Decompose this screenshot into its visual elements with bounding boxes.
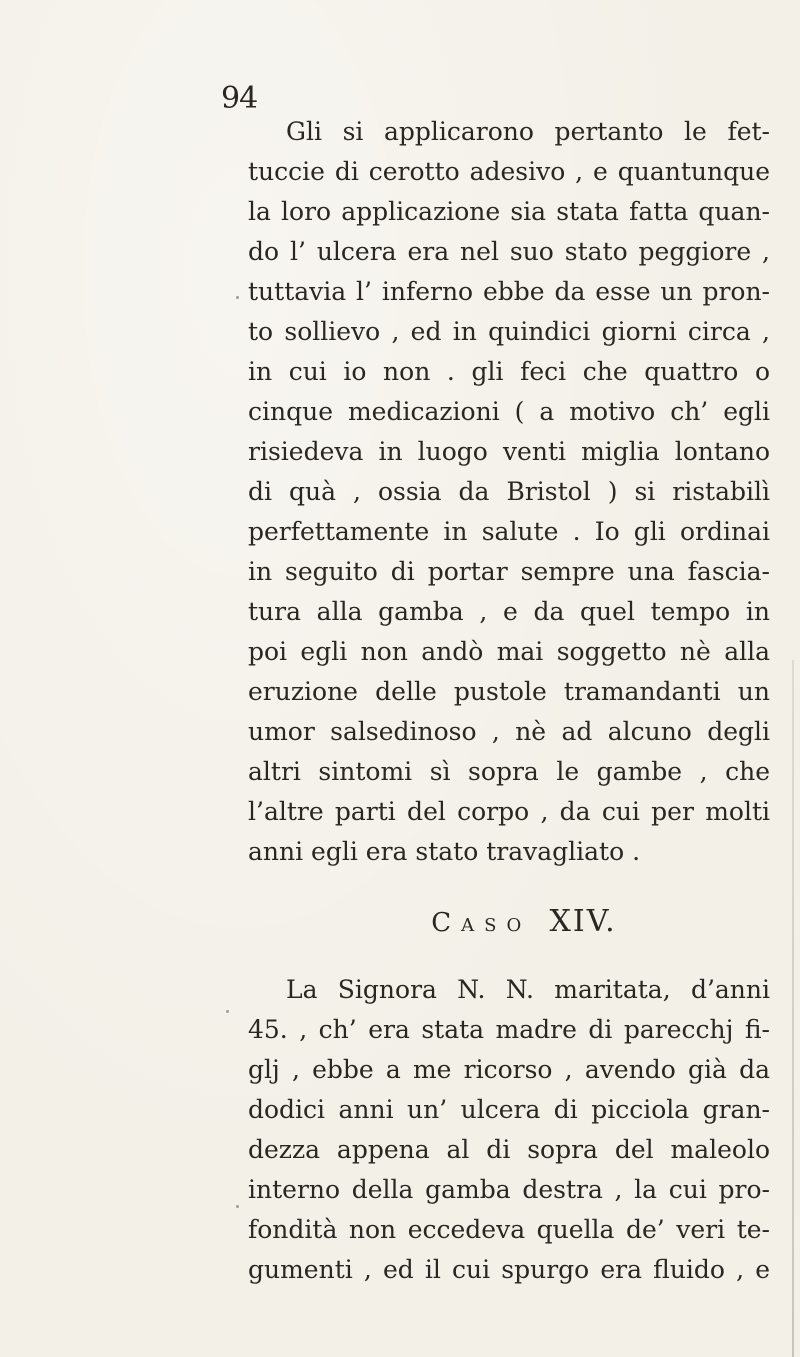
paragraph-2: [248, 970, 770, 1290]
text-line: anni egli era stato travagliato .: [248, 837, 641, 866]
heading-label: Caso: [431, 908, 532, 938]
text-line: to sollievo , ed in quindici giorni circa ,: [248, 317, 770, 346]
page-number: 94: [221, 81, 258, 116]
text-line: la loro applicazione sia stata fatta quan-: [248, 197, 770, 226]
text-line: umor salsedinoso , nè ad alcuno degli: [248, 717, 770, 746]
page-edge-shadow: [792, 660, 794, 1357]
text-line: fondità non eccedeva quella de’ veri te-: [248, 1215, 770, 1244]
text-line: di quà , ossia da Bristol ) si ristabilì: [248, 477, 770, 506]
text-line: perfettamente in salute . Io gli ordinai: [248, 517, 770, 546]
text-line: l’altre parti del corpo , da cui per molti: [248, 797, 770, 826]
text-line: gumenti , ed il cui spurgo era fluido , e: [248, 1255, 770, 1284]
text-block: [248, 112, 770, 1290]
ink-speck: [236, 1205, 239, 1208]
text-line: tuccie di cerotto adesivo , e quantunque: [248, 157, 770, 186]
text-line: La Signora N. N. maritata, d’anni: [286, 975, 770, 1004]
text-line: glj , ebbe a me ricorso , avendo già da: [248, 1055, 770, 1084]
text-line: altri sintomi sì sopra le gambe , che: [248, 757, 770, 786]
text-line: risiedeva in luogo venti miglia lontano: [248, 437, 770, 466]
text-line: in seguito di portar sempre una fascia-: [248, 557, 770, 586]
text-line: interno della gamba destra , la cui pro-: [248, 1175, 770, 1204]
text-line: 45. , ch’ era stata madre di parecchj fi-: [248, 1015, 770, 1044]
section-heading: [248, 892, 770, 952]
text-line: dezza appena al di sopra del maleolo: [248, 1135, 770, 1164]
ink-speck: [236, 296, 239, 299]
text-line: do l’ ulcera era nel suo stato peggiore ,: [248, 237, 770, 266]
ink-speck: [226, 1010, 229, 1013]
text-line: tura alla gamba , e da quel tempo in: [248, 597, 770, 626]
heading-number: XIV.: [549, 904, 617, 939]
text-line: poi egli non andò mai soggetto nè alla: [248, 637, 770, 666]
text-line: Gli si applicarono pertanto le fet-: [286, 117, 770, 146]
text-line: cinque medicazioni ( a motivo ch’ egli: [248, 397, 770, 426]
text-line: dodici anni un’ ulcera di picciola gran-: [248, 1095, 770, 1124]
text-line: tuttavia l’ inferno ebbe da esse un pron-: [248, 277, 770, 306]
text-line: eruzione delle pustole tramandanti un: [248, 677, 770, 706]
paragraph-1: [248, 112, 770, 872]
text-line: in cui io non . gli feci che quattro o: [248, 357, 770, 386]
